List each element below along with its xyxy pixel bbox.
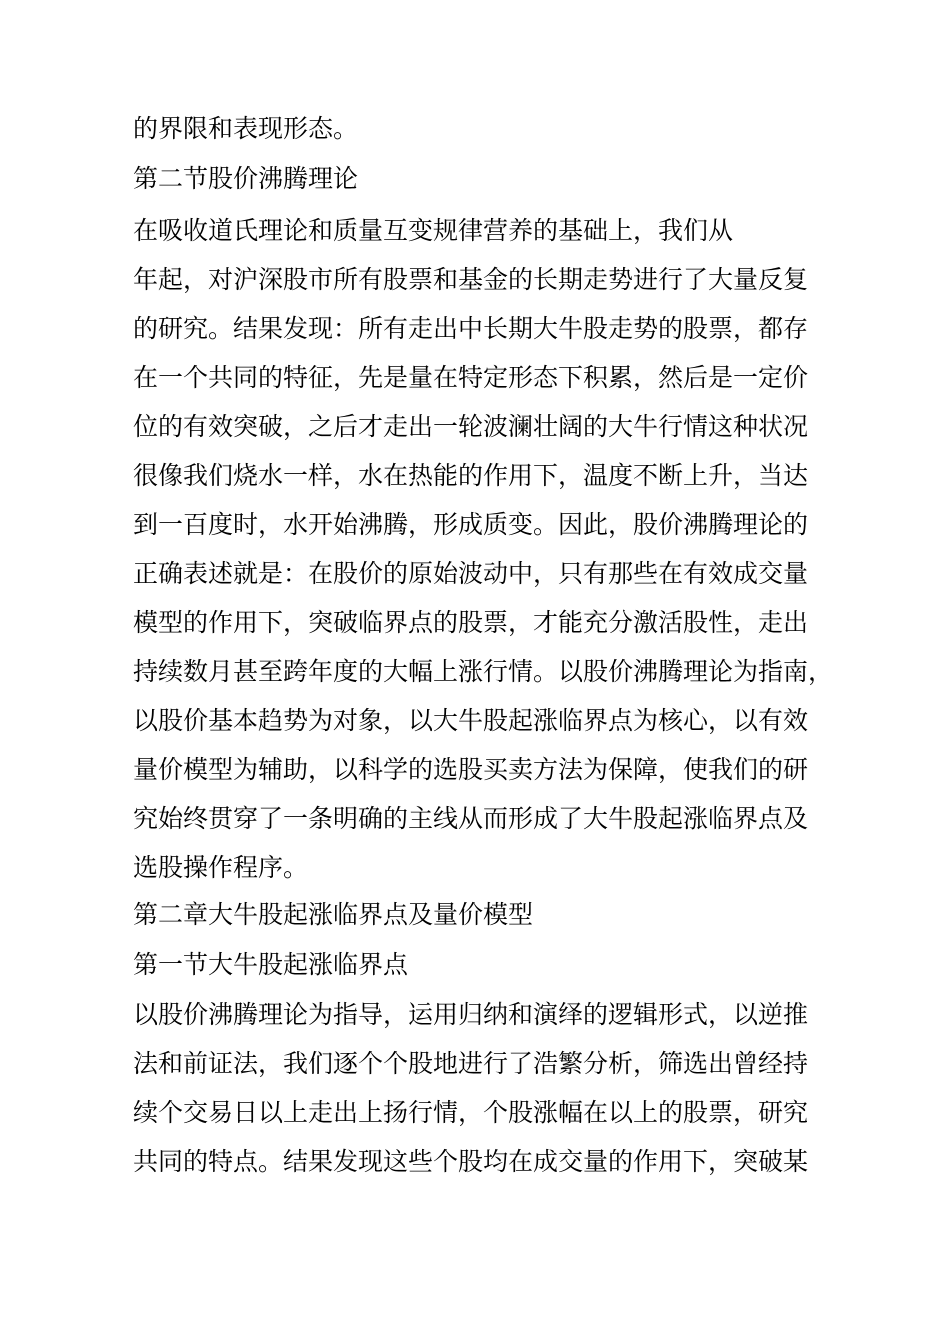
section-heading: 第二节股价沸腾理论 — [133, 164, 359, 193]
text-line: 位的有效突破，之后才走出一轮波澜壮阔的大牛行情这种状况 — [133, 412, 809, 441]
text-line: 模型的作用下，突破临界点的股票，才能充分激活股性，走出 — [133, 608, 809, 637]
text-line: 的界限和表现形态。 — [133, 114, 359, 143]
text-line: 在一个共同的特征，先是量在特定形态下积累，然后是一定价 — [133, 363, 809, 392]
text-line: 续个交易日以上走出上扬行情，个股涨幅在以上的股票，研究 — [133, 1098, 809, 1127]
text-line: 以股价基本趋势为对象，以大牛股起涨临界点为核心，以有效 — [133, 706, 809, 735]
text-line: 年起，对沪深股市所有股票和基金的长期走势进行了大量反复 — [133, 265, 809, 294]
text-line: 法和前证法，我们逐个个股地进行了浩繁分析，筛选出曾经持 — [133, 1049, 809, 1078]
text-line: 很像我们烧水一样，水在热能的作用下，温度不断上升，当达 — [133, 461, 809, 490]
text-line: 的研究。结果发现：所有走出中长期大牛股走势的股票，都存 — [133, 314, 809, 343]
text-line: 共同的特点。结果发现这些个股均在成交量的作用下，突破某 — [133, 1147, 809, 1176]
text-line: 在吸收道氏理论和质量互变规律营养的基础上，我们从 — [133, 216, 734, 245]
text-line: 选股操作程序。 — [133, 853, 309, 882]
text-line: 量价模型为辅助，以科学的选股买卖方法为保障，使我们的研 — [133, 755, 809, 784]
text-line: 持续数月甚至跨年度的大幅上涨行情。以股价沸腾理论为指南， — [133, 657, 834, 686]
section-heading: 第一节大牛股起涨临界点 — [133, 950, 409, 979]
text-line: 正确表述就是：在股价的原始波动中，只有那些在有效成交量 — [133, 559, 809, 588]
text-line: 到一百度时，水开始沸腾，形成质变。因此，股价沸腾理论的 — [133, 510, 809, 539]
chapter-heading: 第二章大牛股起涨临界点及量价模型 — [133, 900, 534, 929]
text-line: 以股价沸腾理论为指导，运用归纳和演绎的逻辑形式，以逆推 — [133, 1000, 809, 1029]
text-line: 究始终贯穿了一条明确的主线从而形成了大牛股起涨临界点及 — [133, 804, 809, 833]
